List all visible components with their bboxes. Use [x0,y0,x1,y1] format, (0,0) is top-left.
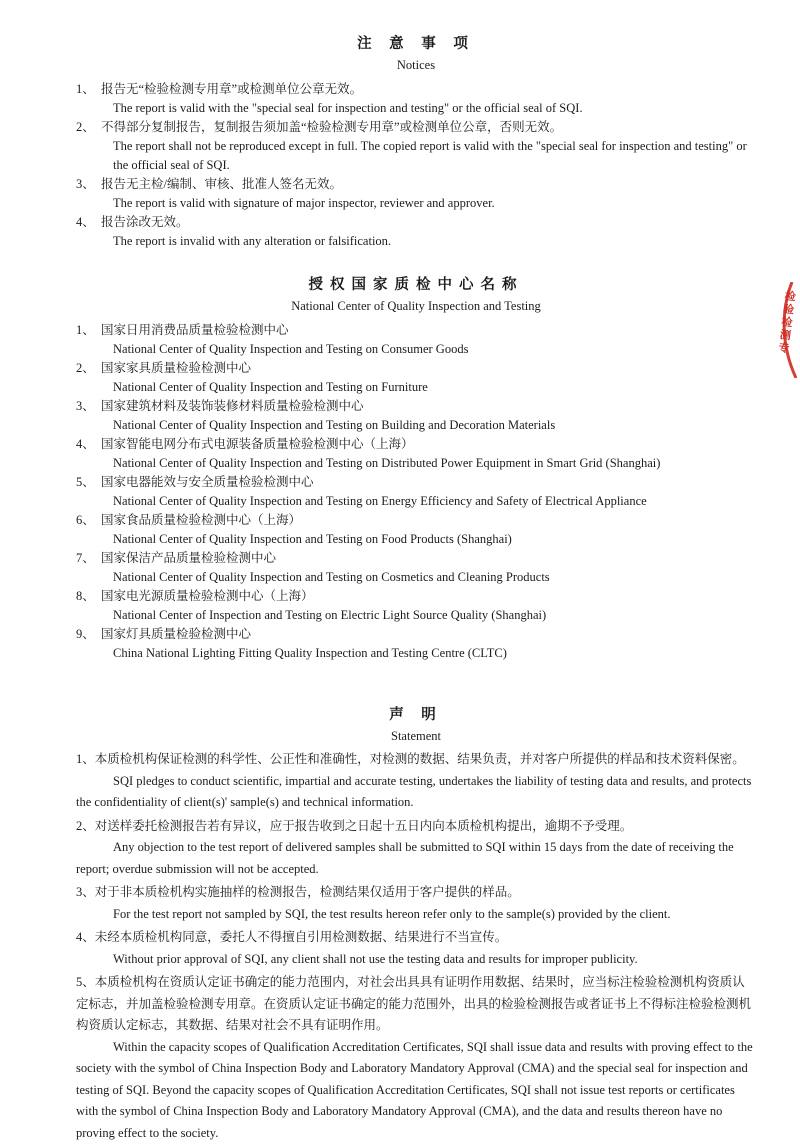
item-text-zh: 报告涂改无效。 [101,213,756,232]
item-text-en: National Center of Quality Inspection and Testing on Distributed Power Equipment in Smart Grid (Shanghai) [113,454,756,473]
item-text-en: National Center of Quality Inspection and Testing on Energy Efficiency and Safety of Electrical Appliance [113,492,756,511]
item-text-en: National Center of Quality Inspection and Testing on Food Products (Shanghai) [113,530,756,549]
list-item [76,321,756,359]
item-text-zh: 报告无主检/编制、审核、批准人签名无效。 [101,175,756,194]
item-number: 3、 [76,397,101,416]
item-text-zh: 国家电光源质量检验检测中心（上海） [101,587,756,606]
item-text-zh: 国家电器能效与安全质量检验检测中心 [101,473,756,492]
item-number: 1、 [76,321,101,340]
notices-title-en: Notices [76,55,756,75]
item-number: 6、 [76,511,101,530]
item-number: 2、 [76,359,101,378]
item-text-zh: 国家建筑材料及装饰装修材料质量检验检测中心 [101,397,756,416]
list-item [76,882,756,925]
item-text-zh: 国家保洁产品质量检验检测中心 [101,549,756,568]
centers-section [76,275,756,663]
list-item [76,927,756,970]
list-item [76,749,756,814]
list-item [76,213,756,251]
item-text-en: Within the capacity scopes of Qualification Accreditation Certificates, SQI shall issue data and results with proving effect to the society with the symbol of China Inspection Body and Laboratory Mandatory Approval (CMA) and the special seal for inspection and testing of SQI. Beyond the capacity scopes of Qualification Accreditation Certificates, SQI shall not issue test reports or certificates with the symbol of China Inspection Body and Laboratory Mandatory Approval (CMA), and the data and results thereon have no proving effect to the society. [76,1037,756,1144]
notices-title-zh: 注 意 事 项 [76,34,756,55]
item-text-zh: 本质检机构保证检测的科学性、公正性和准确性，对检测的数据、结果负责，并对客户所提供的样品和技术资料保密。 [95,752,745,766]
list-item [76,587,756,625]
list-item [76,397,756,435]
centers-title-en: National Center of Quality Inspection and Testing [76,296,756,316]
item-text-zh: 本质检机构在资质认定证书确定的能力范围内，对社会出具具有证明作用数据、结果时，应当标注检验检测机构资质认定标志，并加盖检验检测专用章。在资质认定证书确定的能力范围外，出具的检验检测报告或者证书上不得标注检验检测机构资质认定标志，其数据、结果对社会不具有证明作用。 [76,975,751,1032]
item-number: 7、 [76,549,101,568]
centers-title-zh: 授权国家质检中心名称 [76,275,756,296]
item-text-zh: 对于非本质检机构实施抽样的检测报告，检测结果仅适用于客户提供的样品。 [95,885,520,899]
list-item [76,435,756,473]
list-item [76,473,756,511]
red-seal-stamp [776,282,800,378]
list-item [76,511,756,549]
item-text-en: National Center of Quality Inspection and Testing on Cosmetics and Cleaning Products [113,568,756,587]
item-number: 3、 [76,885,95,899]
item-text-en: For the test report not sampled by SQI, the test results hereon refer only to the sample(s) provided by the client. [76,904,756,926]
list-item [76,80,756,118]
item-text-en: National Center of Inspection and Testing on Electric Light Source Quality (Shanghai) [113,606,756,625]
item-text-en: National Center of Quality Inspection and Testing on Building and Decoration Materials [113,416,756,435]
item-number: 9、 [76,625,101,644]
item-number: 4、 [76,213,101,232]
item-number: 3、 [76,175,101,194]
item-number: 1、 [76,80,101,99]
item-number: 2、 [76,118,101,137]
item-text-zh: 国家智能电网分布式电源装备质量检验检测中心（上海） [101,435,756,454]
item-text-zh: 国家食品质量检验检测中心（上海） [101,511,756,530]
list-item [76,816,756,881]
item-text-en: The report is valid with signature of major inspector, reviewer and approver. [113,194,756,213]
item-text-en: National Center of Quality Inspection and Testing on Furniture [113,378,756,397]
list-item [76,972,756,1144]
item-text-en: SQI pledges to conduct scientific, impartial and accurate testing, undertakes the liability of testing data and results, and protects the confidentiality of client(s)' sample(s) and technical information. [76,771,756,814]
item-number: 2、 [76,819,95,833]
item-text-zh: 对送样委托检测报告若有异议，应于报告收到之日起十五日内向本质检机构提出，逾期不予受理。 [95,819,633,833]
statement-section [76,705,756,1144]
item-number: 4、 [76,435,101,454]
list-item [76,175,756,213]
seal-text: 检验检测专 [776,289,798,355]
item-text-en: The report is valid with the "special seal for inspection and testing" or the official seal of SQI. [113,99,756,118]
item-text-zh: 不得部分复制报告，复制报告须加盖“检验检测专用章”或检测单位公章，否则无效。 [101,118,756,137]
statement-title-en: Statement [76,726,756,746]
list-item [76,118,756,175]
item-number: 8、 [76,587,101,606]
item-text-zh: 国家家具质量检验检测中心 [101,359,756,378]
item-text-en: Any objection to the test report of delivered samples shall be submitted to SQI within 15 days from the date of receiving the report; overdue submission will not be accepted. [76,837,756,880]
notices-section [76,34,756,251]
item-number: 4、 [76,930,95,944]
item-text-en: China National Lighting Fitting Quality Inspection and Testing Centre (CLTC) [113,644,756,663]
item-text-en: The report is invalid with any alteration or falsification. [113,232,756,251]
statement-title-zh: 声 明 [76,705,756,726]
item-text-en: The report shall not be reproduced except in full. The copied report is valid with the "special seal for inspection and testing" or the official seal of SQI. [113,137,756,175]
item-number: 5、 [76,473,101,492]
list-item [76,549,756,587]
item-text-zh: 报告无“检验检测专用章”或检测单位公章无效。 [101,80,756,99]
item-number: 1、 [76,752,95,766]
list-item [76,359,756,397]
list-item [76,625,756,663]
item-number: 5、 [76,975,95,989]
item-text-en: Without prior approval of SQI, any client shall not use the testing data and results for improper publicity. [76,949,756,971]
item-text-zh: 国家日用消费品质量检验检测中心 [101,321,756,340]
item-text-zh: 未经本质检机构同意，委托人不得擅自引用检测数据、结果进行不当宣传。 [95,930,508,944]
item-text-en: National Center of Quality Inspection and Testing on Consumer Goods [113,340,756,359]
item-text-zh: 国家灯具质量检验检测中心 [101,625,756,644]
